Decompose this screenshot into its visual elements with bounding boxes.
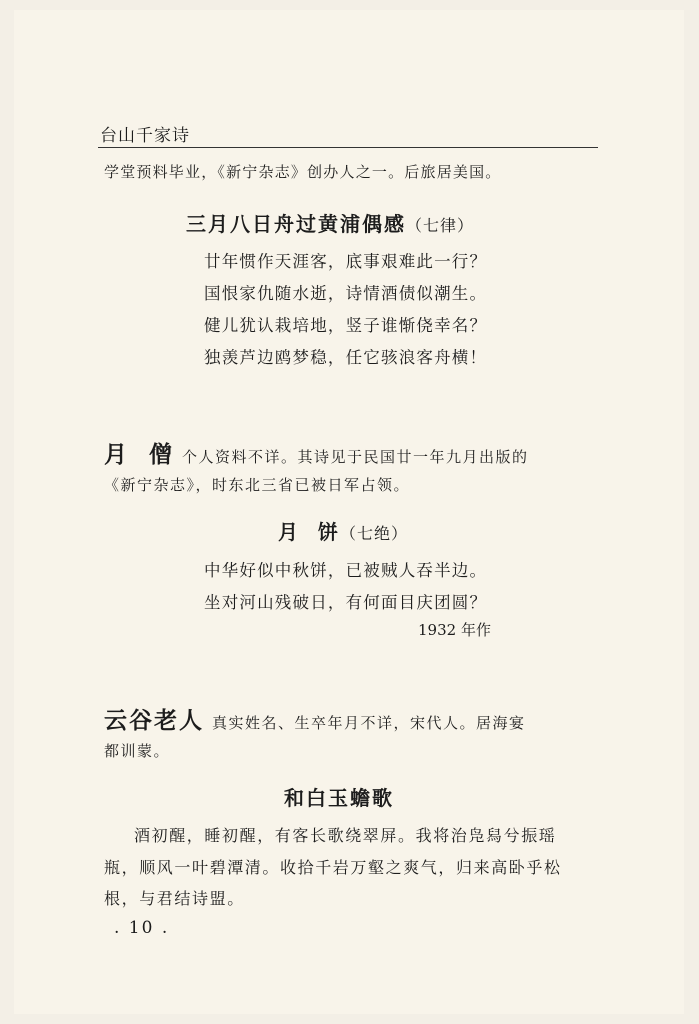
poem1-title: 三月八日舟过黄浦偶感 [186, 212, 406, 236]
poem2-title: 月 饼 [278, 520, 340, 544]
author2-bio-cont: 《新宁杂志》，时东北三省已被日军占领。 [104, 476, 411, 494]
author2-entry [104, 436, 529, 469]
poem1-line: 健儿犹认栽培地，竖子谁惭侥幸名？ [204, 316, 488, 335]
author3-bio-cont: 都训蒙。 [104, 742, 171, 760]
poem3-title: 和白玉蟾歌 [284, 786, 394, 810]
running-header: 台山千家诗 [100, 126, 190, 146]
author2-bio: 个人资料不详。其诗见于民国廿一年九月出版的 [182, 448, 529, 466]
page-number: . 10 . [114, 918, 170, 938]
poem1-line: 廿年惯作天涯客，底事艰难此一行？ [204, 252, 488, 271]
author3-bio: 真实姓名、生卒年月不详，宋代人。居海宴 [212, 714, 526, 732]
poem1-heading [186, 208, 474, 237]
poem1-form: （七律） [406, 216, 475, 235]
poem2-line: 中华好似中秋饼，已被贼人吞半边。 [204, 561, 488, 580]
poem2-note: 1932 年作 [418, 621, 491, 639]
author3-entry [104, 702, 526, 735]
poem1-line: 独羡芦边鸥梦稳，任它骇浪客舟横！ [204, 348, 488, 367]
header-rule [98, 147, 598, 148]
poem2-heading [278, 516, 408, 545]
poem1-line: 国恨家仇随水逝，诗情酒债似潮生。 [204, 284, 488, 303]
poem3-line: 根，与君结诗盟。 [104, 889, 245, 908]
author3-name: 云谷老人 [104, 708, 204, 734]
poem2-line: 坐对河山残破日，有何面目庆团圆？ [204, 593, 488, 612]
poem3-line: 瓶，顺风一叶碧潭清。收拾千岩万壑之爽气，归来高卧乎松 [104, 858, 562, 877]
poem2-form: （七绝） [339, 524, 408, 543]
author2-name: 月 僧 [104, 442, 175, 468]
intro-line: 学堂预料毕业，《新宁杂志》创办人之一。后旅居美国。 [104, 163, 502, 181]
poem3-line: 酒初醒，睡初醒，有客长歌绕翠屏。我将治凫舄兮振瑶 [134, 826, 557, 845]
